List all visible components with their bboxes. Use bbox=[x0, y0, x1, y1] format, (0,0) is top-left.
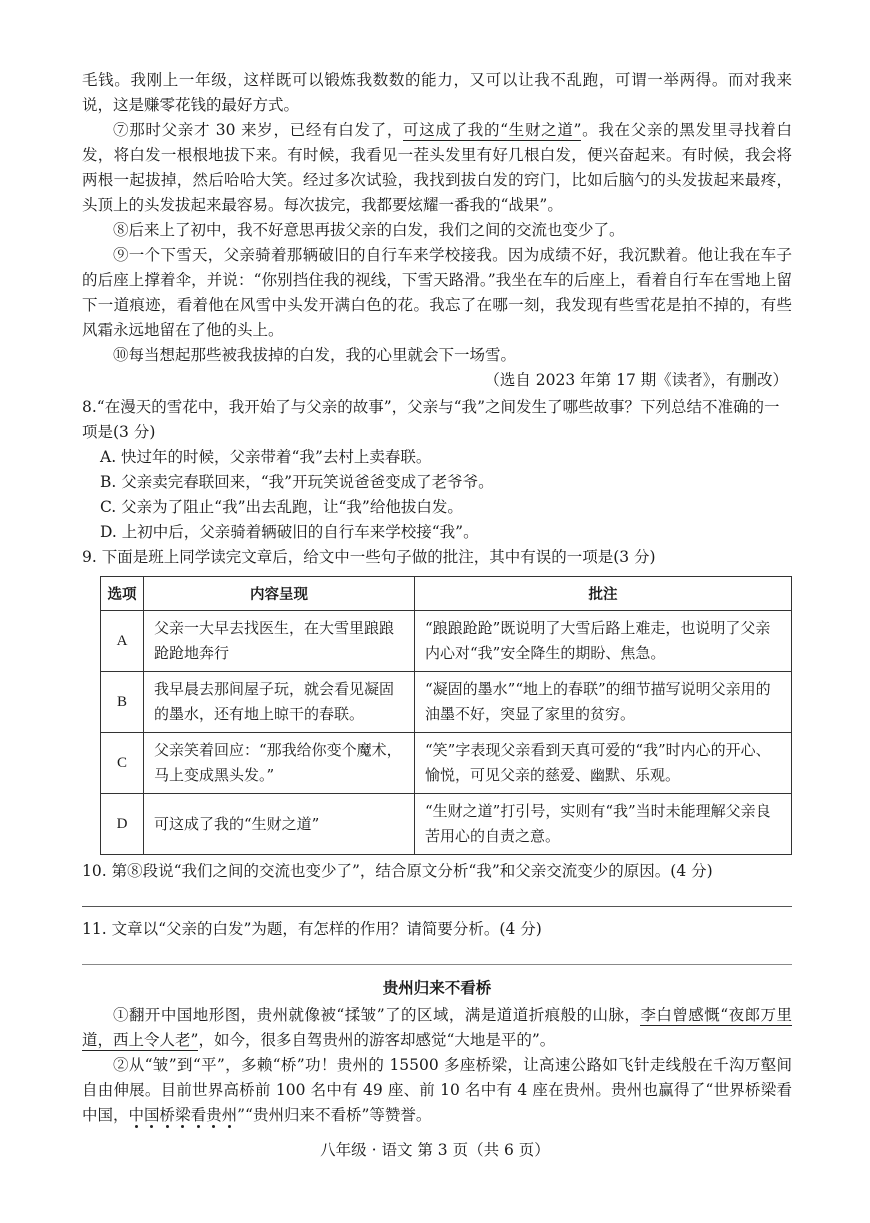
emphasis-char: 中 bbox=[128, 1106, 145, 1124]
emphasis-char: 梁 bbox=[175, 1106, 191, 1124]
passage-paragraph: 毛钱。我刚上一年级，这样既可以锻炼我数数的能力，又可以让我不乱跑，可谓一举两得。而对我来说，这是赚零花钱的最好方式。 bbox=[82, 71, 792, 114]
emphasis-char: 看 bbox=[190, 1106, 207, 1124]
row-content: 父亲笑着回应：“那我给你变个魔术，马上变成黑头发。” bbox=[144, 733, 415, 794]
table-row[interactable] bbox=[101, 733, 792, 794]
text-span: ②从“皱”到“平”，多赖“桥”功！贵州的 15500 多座桥梁，让高速公路如飞针走线般在千沟万壑间自由伸展。目前世界高桥前 100 名中有 49 座、前 10 名中有 4 座在贵州。贵州也赢得了“世界桥梁看中国， bbox=[82, 1056, 792, 1124]
header-content: 内容呈现 bbox=[144, 577, 415, 611]
page-content bbox=[82, 68, 792, 1128]
row-option: B bbox=[101, 672, 144, 733]
emphasis-char: 贵 bbox=[206, 1106, 222, 1124]
text-span: 。我在父亲的黑发里寻找着白发，将白发一根根地拔下来。有时候，我看见一茬头发里有好几根白发，便兴奋起来。有时候，我会将两根一起拔掉，然后哈哈大笑。经过多次试验，我找到拔白发的窍门，比如后脑勺的头发拔起来最疼，头顶上的头发拔起来最容易。每次拔完，我都要炫耀一番我的“战果”。 bbox=[82, 121, 792, 214]
row-note: “踉踉跄跄”既说明了大雪后路上难走，也说明了父亲内心对“我”安全降生的期盼、焦急。 bbox=[415, 611, 792, 672]
row-note: “生财之道”打引号，实则有“我”当时未能理解父亲良苦用心的自责之意。 bbox=[415, 794, 792, 855]
passage-paragraph-10: ⑩每当想起那些被我拔掉的白发，我的心里就会下一场雪。 bbox=[113, 346, 517, 364]
question-8-option-d[interactable]: D. 上初中后，父亲骑着辆破旧的自行车来学校接“我”。 bbox=[100, 523, 479, 541]
question-8-option-c[interactable]: C. 父亲为了阻止“我”出去乱跑，让“我”给他拔白发。 bbox=[100, 498, 463, 516]
passage2-paragraph-1 bbox=[82, 1003, 792, 1053]
question-8-stem: 8.“在漫天的雪花中，我开始了与父亲的故事”，父亲与“我”之间发生了哪些故事？下列总结不准确的一项是(3 分) bbox=[82, 398, 780, 441]
annotation-table bbox=[100, 576, 792, 855]
header-note: 批注 bbox=[415, 577, 792, 611]
text-span: ⑦那时父亲才 30 来岁，已经有白发了， bbox=[113, 121, 404, 139]
answer-line-q10[interactable] bbox=[82, 884, 792, 907]
row-option: C bbox=[101, 733, 144, 794]
emphasis-char: 桥 bbox=[159, 1106, 176, 1124]
question-10-stem: 10. 第⑧段说“我们之间的交流也变少了”，结合原文分析“我”和父亲交流变少的原因。(4 分) bbox=[82, 862, 713, 880]
dotted-text bbox=[129, 1106, 238, 1124]
passage2-paragraph-2 bbox=[82, 1053, 792, 1128]
text-span: ”“贵州归来不看桥”等赞誉。 bbox=[237, 1106, 432, 1124]
passage-title: 贵州归来不看桥 bbox=[382, 979, 492, 997]
emphasis-char: 州 bbox=[221, 1106, 238, 1124]
row-option: D bbox=[101, 794, 144, 855]
passage-paragraph-7 bbox=[82, 118, 792, 218]
text-span: ①翻开中国地形图，贵州就像被“揉皱”了的区域，满是道道折痕般的山脉， bbox=[113, 1006, 641, 1024]
row-content: 父亲一大早去找医生，在大雪里踉踉跄跄地奔行 bbox=[144, 611, 415, 672]
header-option: 选项 bbox=[101, 577, 144, 611]
row-content: 我早晨去那间屋子玩，就会看见凝固的墨水，还有地上晾干的春联。 bbox=[144, 672, 415, 733]
page-footer: 八年级 · 语文 第 3 页（共 6 页） bbox=[320, 1141, 550, 1159]
source-citation: （选自 2023 年第 17 期《读者》，有删改） bbox=[484, 371, 788, 389]
table-header-row bbox=[101, 577, 792, 611]
emphasis-char: 国 bbox=[144, 1106, 160, 1124]
underlined-text: 可这成了我的“生财之道” bbox=[403, 121, 582, 139]
row-note: “笑”字表现父亲看到天真可爱的“我”时内心的开心、愉悦，可见父亲的慈爱、幽默、乐观。 bbox=[415, 733, 792, 794]
underlined-text: 李白曾感慨“夜郎万里道，西上令人老” bbox=[82, 1006, 792, 1049]
answer-line-q11[interactable] bbox=[82, 942, 792, 965]
passage-paragraph-8: ⑧后来上了初中，我不好意思再拔父亲的白发，我们之间的交流也变少了。 bbox=[113, 221, 625, 239]
row-content: 可这成了我的“生财之道” bbox=[144, 794, 415, 855]
table-row[interactable] bbox=[101, 672, 792, 733]
table-row[interactable] bbox=[101, 611, 792, 672]
row-note: “凝固的墨水”“地上的春联”的细节描写说明父亲用的油墨不好，突显了家里的贫穷。 bbox=[415, 672, 792, 733]
question-9-stem: 9. 下面是班上同学读完文章后，给文中一些句子做的批注，其中有误的一项是(3 分) bbox=[82, 548, 656, 566]
row-option: A bbox=[101, 611, 144, 672]
passage-paragraph-9: ⑨一个下雪天，父亲骑着那辆破旧的自行车来学校接我。因为成绩不好，我沉默着。他让我在车子的后座上撑着伞，并说：“你别挡住我的视线，下雪天路滑。”我坐在车的后座上，看着自行车在雪地上留下一道痕迹，看着他在风雪中头发开满白色的花。我忘了在哪一刻，我发现有些雪花是拍不掉的，有些风霜永远地留在了他的头上。 bbox=[82, 246, 792, 339]
question-8-option-b[interactable]: B. 父亲卖完春联回来，“我”开玩笑说爸爸变成了老爷爷。 bbox=[100, 473, 494, 491]
table-row[interactable] bbox=[101, 794, 792, 855]
question-8-option-a[interactable]: A. 快过年的时候，父亲带着“我”去村上卖春联。 bbox=[100, 448, 432, 466]
question-11-stem: 11. 文章以“父亲的白发”为题，有怎样的作用？请简要分析。(4 分) bbox=[82, 920, 542, 938]
text-span: ，如今，很多自驾贵州的游客却感觉“大地是平的”。 bbox=[198, 1031, 556, 1049]
